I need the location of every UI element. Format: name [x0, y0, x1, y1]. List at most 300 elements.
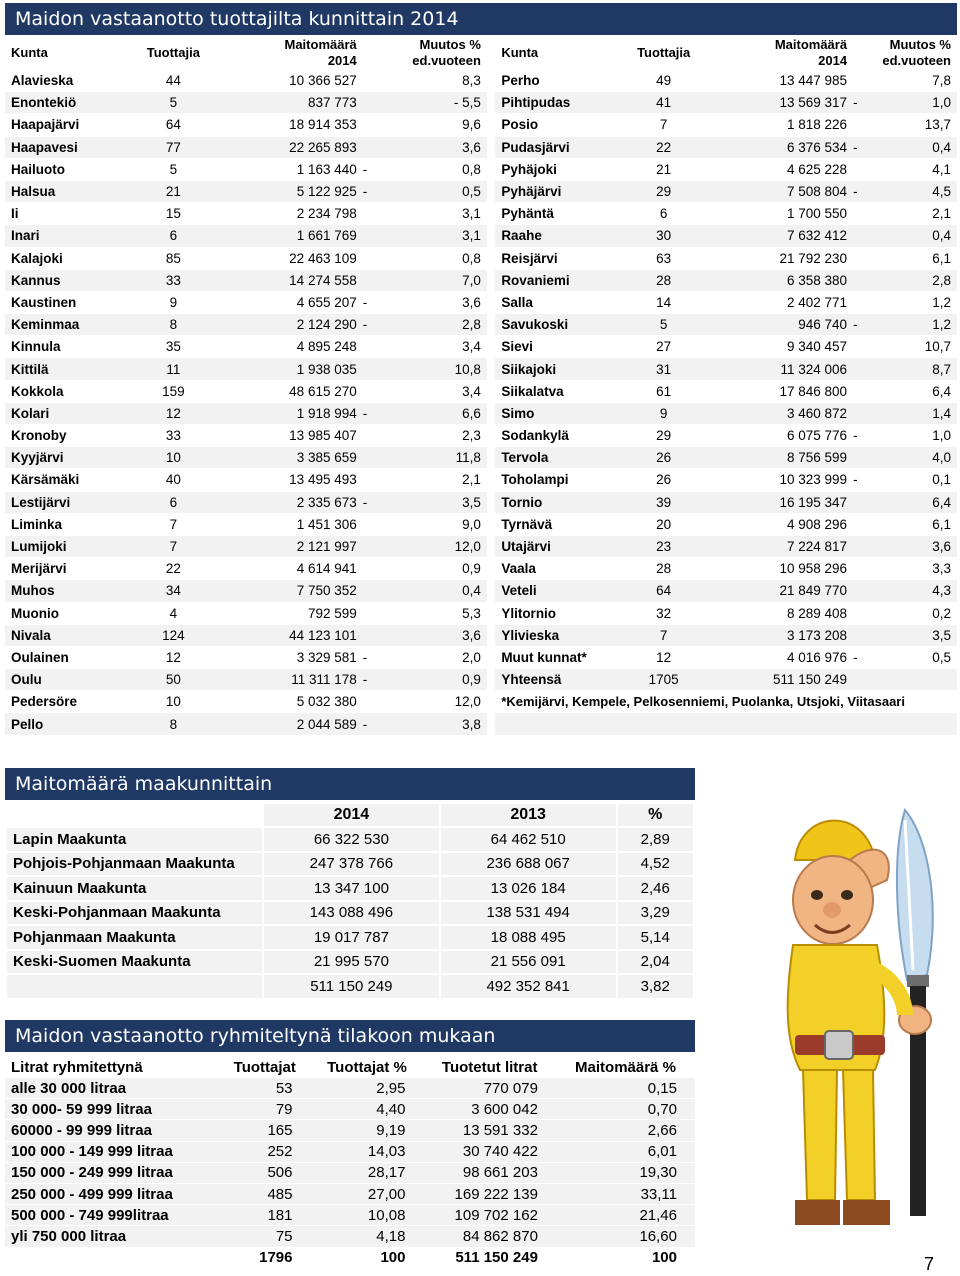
table-row [5, 181, 957, 203]
left-leg [803, 1070, 837, 1200]
milk-volume: 14 274 558 [215, 270, 362, 292]
change-percent: 6,4 [872, 381, 957, 403]
milk-volume: 4 655 207 [215, 292, 362, 314]
change-percent: 6,1 [872, 248, 957, 270]
milk-volume: 7 224 817 [706, 536, 853, 558]
producer-count: 9 [131, 292, 215, 314]
milk-volume: 22 463 109 [215, 248, 362, 270]
change-sign [853, 580, 872, 602]
municipality-name: Haapajärvi [5, 114, 131, 136]
region-header: 2013 [441, 804, 616, 826]
region-header: 2014 [264, 804, 439, 826]
producer-count: 7 [131, 514, 215, 536]
milk-volume: 7 750 352 [215, 580, 362, 602]
milk-volume: 511 150 249 [706, 669, 853, 691]
region-value: 247 378 766 [264, 853, 439, 876]
milk-volume: 4 895 248 [215, 336, 362, 358]
change-sign: - [853, 137, 872, 159]
region-value: 19 017 787 [264, 926, 439, 949]
change-percent: 3,1 [382, 203, 487, 225]
producer-count: 14 [622, 292, 706, 314]
group-value: 84 862 870 [423, 1226, 555, 1246]
change-sign [363, 558, 382, 580]
municipality-name: Kittilä [5, 358, 131, 380]
producer-count: 22 [622, 137, 706, 159]
group-row [5, 1142, 695, 1162]
municipality-name: Liminka [5, 514, 131, 536]
change-percent: 3,6 [382, 625, 487, 647]
region-row [7, 926, 693, 949]
change-sign [853, 203, 872, 225]
milk-volume: 17 846 800 [706, 381, 853, 403]
producer-count: 12 [131, 647, 215, 669]
milk-volume: 16 195 347 [706, 492, 853, 514]
producer-count: 5 [131, 92, 215, 114]
municipality-name: Ii [5, 203, 131, 225]
change-percent: - 5,5 [382, 92, 487, 114]
column-separator [487, 691, 495, 713]
header-muutos-right: Muutos % ed.vuoteen [882, 37, 951, 68]
change-percent: 12,0 [382, 536, 487, 558]
change-sign: - [853, 314, 872, 336]
region-name: Lapin Maakunta [7, 828, 262, 851]
change-percent: 3,4 [382, 336, 487, 358]
title-groups: Maidon vastaanotto ryhmiteltynä tilakoon mukaan [5, 1020, 695, 1052]
table-row [5, 270, 957, 292]
milk-volume: 3 173 208 [706, 625, 853, 647]
change-sign: - [363, 159, 382, 181]
header-muutos: Muutos % ed.vuoteen [412, 37, 481, 68]
table-row [5, 469, 957, 491]
region-header-row [7, 804, 693, 826]
change-percent: 0,2 [872, 603, 957, 625]
change-sign [363, 691, 382, 713]
producer-count: 5 [131, 159, 215, 181]
municipality-table [5, 36, 957, 736]
municipality-name: Nivala [5, 625, 131, 647]
change-percent: 1,0 [872, 425, 957, 447]
producer-count: 28 [622, 558, 706, 580]
mascot-illustration [755, 800, 955, 1240]
region-value: 64 462 510 [441, 828, 616, 851]
column-separator [487, 181, 495, 203]
change-sign [363, 447, 382, 469]
producer-count: 30 [622, 225, 706, 247]
milk-volume: 7 632 412 [706, 225, 853, 247]
table-row [5, 647, 957, 669]
header-maitomaara: Maitomäärä 2014 [284, 37, 357, 68]
change-percent: 0,4 [382, 580, 487, 602]
producer-count: 29 [622, 425, 706, 447]
group-row [5, 1226, 695, 1246]
change-sign: - [363, 669, 382, 691]
change-sign [363, 425, 382, 447]
change-percent: 0,8 [382, 248, 487, 270]
producer-count: 7 [622, 114, 706, 136]
milk-volume: 44 123 101 [215, 625, 362, 647]
group-value: 4,40 [311, 1099, 424, 1119]
municipality-name: Reisjärvi [495, 248, 621, 270]
producer-count: 23 [622, 536, 706, 558]
change-sign [853, 358, 872, 380]
producer-count: 49 [622, 70, 706, 92]
producer-count: 63 [622, 248, 706, 270]
municipality-name: Halsua [5, 181, 131, 203]
change-percent: 2,1 [872, 203, 957, 225]
change-percent: 3,3 [872, 558, 957, 580]
group-label: yli 750 000 litraa [5, 1226, 219, 1246]
group-label: 500 000 - 749 999litraa [5, 1205, 219, 1225]
producer-count: 34 [131, 580, 215, 602]
right-leg [843, 1070, 875, 1200]
change-percent: 0,9 [382, 558, 487, 580]
milk-volume: 13 495 493 [215, 469, 362, 491]
change-sign [853, 270, 872, 292]
milk-volume: 6 075 776 [706, 425, 853, 447]
change-sign [363, 625, 382, 647]
table-row [5, 314, 957, 336]
left-boot [795, 1200, 840, 1225]
table-row [5, 70, 957, 92]
milk-volume: 13 985 407 [215, 425, 362, 447]
producer-count: 39 [622, 492, 706, 514]
change-percent: 3,6 [382, 137, 487, 159]
change-percent: 3,5 [382, 492, 487, 514]
group-value: 181 [219, 1205, 310, 1225]
column-separator [487, 469, 495, 491]
title-regions: Maitomäärä maakunnittain [5, 768, 695, 800]
municipality-name: Kalajoki [5, 248, 131, 270]
milk-volume: 2 124 290 [215, 314, 362, 336]
milk-volume: 2 335 673 [215, 492, 362, 514]
change-percent: 0,5 [382, 181, 487, 203]
producer-count: 33 [131, 270, 215, 292]
milk-volume: 1 661 769 [215, 225, 362, 247]
group-label: 100 000 - 149 999 litraa [5, 1142, 219, 1162]
column-separator [487, 514, 495, 536]
group-row [5, 1205, 695, 1225]
producer-count: 32 [622, 603, 706, 625]
change-sign [363, 114, 382, 136]
municipality-name: Ylitornio [495, 603, 621, 625]
region-row [7, 902, 693, 925]
municipality-name: Inari [5, 225, 131, 247]
producer-count: 1705 [622, 669, 706, 691]
change-sign: - [853, 425, 872, 447]
municipality-name: Pyhäjoki [495, 159, 621, 181]
municipality-name: Kinnula [5, 336, 131, 358]
group-value: 2,66 [556, 1120, 695, 1140]
producer-count: 33 [131, 425, 215, 447]
group-value: 252 [219, 1142, 310, 1162]
milk-volume: 18 914 353 [215, 114, 362, 136]
municipality-name: Toholampi [495, 469, 621, 491]
municipality-name: Pello [5, 713, 131, 735]
municipality-name: Veteli [495, 580, 621, 602]
group-total-value: 511 150 249 [423, 1248, 555, 1268]
milk-volume: 3 385 659 [215, 447, 362, 469]
milk-volume: 5 032 380 [215, 691, 362, 713]
producer-count: 61 [622, 381, 706, 403]
column-separator [487, 669, 495, 691]
change-percent: 6,6 [382, 403, 487, 425]
change-sign: - [363, 647, 382, 669]
milk-volume: 4 016 976 [706, 647, 853, 669]
producer-count: 22 [131, 558, 215, 580]
municipality-name: Haapavesi [5, 137, 131, 159]
milk-volume: 6 358 380 [706, 270, 853, 292]
change-percent: 8,3 [382, 70, 487, 92]
change-sign: - [363, 713, 382, 735]
column-separator [487, 270, 495, 292]
municipality-name: Hailuoto [5, 159, 131, 181]
table-row [5, 403, 957, 425]
producer-count: 5 [622, 314, 706, 336]
change-percent: 2,0 [382, 647, 487, 669]
change-percent: 0,4 [872, 225, 957, 247]
municipality-name: Kannus [5, 270, 131, 292]
municipality-name: Kaustinen [5, 292, 131, 314]
right-eye [841, 890, 853, 900]
municipality-name: Muonio [5, 603, 131, 625]
change-sign [853, 225, 872, 247]
region-name: Keski-Suomen Maakunta [7, 951, 262, 974]
change-sign [363, 469, 382, 491]
change-sign [853, 248, 872, 270]
milk-volume: 3 460 872 [706, 403, 853, 425]
region-value: 2,04 [618, 951, 693, 974]
spear-collar [907, 975, 929, 987]
change-sign: - [363, 292, 382, 314]
producer-count: 77 [131, 137, 215, 159]
change-sign [363, 137, 382, 159]
group-value: 14,03 [311, 1142, 424, 1162]
region-name: Pohjanmaan Maakunta [7, 926, 262, 949]
municipality-name: Sievi [495, 336, 621, 358]
municipality-name: Merijärvi [5, 558, 131, 580]
group-header: Tuottajat % [327, 1058, 407, 1076]
municipality-name: Savukoski [495, 314, 621, 336]
milk-volume: 2 044 589 [215, 713, 362, 735]
column-separator [487, 558, 495, 580]
region-name [7, 975, 262, 998]
change-sign [853, 558, 872, 580]
group-value: 53 [219, 1078, 310, 1098]
producer-count: 15 [131, 203, 215, 225]
change-sign [853, 70, 872, 92]
table-row [5, 492, 957, 514]
milk-volume: 1 918 994 [215, 403, 362, 425]
table-row [5, 558, 957, 580]
municipality-name: Muhos [5, 580, 131, 602]
producer-count: 28 [622, 270, 706, 292]
table-row [5, 514, 957, 536]
milk-volume: 2 234 798 [215, 203, 362, 225]
group-total-value [5, 1248, 219, 1268]
group-value: 27,00 [311, 1184, 424, 1204]
group-total-value: 100 [556, 1248, 695, 1268]
producer-count: 9 [622, 403, 706, 425]
group-header-row [5, 1057, 695, 1077]
municipality-name: Rovaniemi [495, 270, 621, 292]
group-value: 28,17 [311, 1163, 424, 1183]
group-header: Tuottajat [233, 1058, 296, 1076]
region-value: 143 088 496 [264, 902, 439, 925]
milk-volume: 837 773 [215, 92, 362, 114]
region-value: 18 088 495 [441, 926, 616, 949]
table-row [5, 203, 957, 225]
group-value: 6,01 [556, 1142, 695, 1162]
table-row [5, 536, 957, 558]
group-label: alle 30 000 litraa [5, 1078, 219, 1098]
table-row [5, 248, 957, 270]
change-percent: 0,4 [872, 137, 957, 159]
region-row [7, 951, 693, 974]
region-name: Kainuun Maakunta [7, 877, 262, 900]
column-separator [487, 625, 495, 647]
region-name: Pohjois-Pohjanmaan Maakunta [7, 853, 262, 876]
region-value: 66 322 530 [264, 828, 439, 851]
milk-volume: 792 599 [215, 603, 362, 625]
region-value: 3,29 [618, 902, 693, 925]
municipality-name: Salla [495, 292, 621, 314]
change-percent [872, 669, 957, 691]
group-row [5, 1099, 695, 1119]
municipality-name: Oulu [5, 669, 131, 691]
group-header: Tuotetut litrat [441, 1058, 538, 1076]
change-percent: 2,8 [872, 270, 957, 292]
group-row [5, 1163, 695, 1183]
belt-buckle [825, 1031, 853, 1059]
change-percent: 7,8 [872, 70, 957, 92]
group-label: 250 000 - 499 999 litraa [5, 1184, 219, 1204]
column-separator [487, 713, 495, 735]
producer-count: 29 [622, 181, 706, 203]
producer-count: 50 [131, 669, 215, 691]
change-percent: 1,0 [872, 92, 957, 114]
change-sign [853, 492, 872, 514]
municipality-name: Ylivieska [495, 625, 621, 647]
change-sign [363, 358, 382, 380]
column-separator [487, 358, 495, 380]
municipality-name: Keminmaa [5, 314, 131, 336]
milk-volume: 22 265 893 [215, 137, 362, 159]
region-row [7, 853, 693, 876]
milk-volume: 11 311 178 [215, 669, 362, 691]
group-value: 98 661 203 [423, 1163, 555, 1183]
title-municipalities: Maidon vastaanotto tuottajilta kunnittain 2014 [5, 3, 957, 35]
column-separator [487, 536, 495, 558]
column-separator [487, 447, 495, 469]
change-sign: - [363, 403, 382, 425]
change-sign: - [853, 181, 872, 203]
group-value: 485 [219, 1184, 310, 1204]
milk-volume: 2 121 997 [215, 536, 362, 558]
municipality-name: Muut kunnat* [495, 647, 621, 669]
column-separator [487, 159, 495, 181]
change-sign [853, 669, 872, 691]
column-separator [487, 336, 495, 358]
change-percent: 1,4 [872, 403, 957, 425]
change-sign: - [363, 492, 382, 514]
producer-count: 44 [131, 70, 215, 92]
change-sign [363, 225, 382, 247]
change-sign [363, 603, 382, 625]
table-row [5, 580, 957, 602]
producer-count: 6 [622, 203, 706, 225]
change-percent: 0,1 [872, 469, 957, 491]
table-row [5, 92, 957, 114]
empty-cell [495, 713, 621, 735]
producer-count: 11 [131, 358, 215, 380]
group-value: 33,11 [556, 1184, 695, 1204]
table-row [5, 159, 957, 181]
region-value: 492 352 841 [441, 975, 616, 998]
region-value: 138 531 494 [441, 902, 616, 925]
group-row [5, 1120, 695, 1140]
column-separator [487, 114, 495, 136]
group-value: 79 [219, 1099, 310, 1119]
producer-count: 64 [131, 114, 215, 136]
column-separator [487, 403, 495, 425]
municipality-name: Posio [495, 114, 621, 136]
region-row [7, 828, 693, 851]
municipality-name: Oulainen [5, 647, 131, 669]
table-row [5, 292, 957, 314]
change-sign [363, 336, 382, 358]
municipality-name: Kokkola [5, 381, 131, 403]
region-header: % [618, 804, 693, 826]
change-sign [363, 270, 382, 292]
producer-count: 6 [131, 225, 215, 247]
nose [823, 902, 841, 918]
change-sign: - [853, 92, 872, 114]
change-percent: 2,3 [382, 425, 487, 447]
region-value: 13 026 184 [441, 877, 616, 900]
group-value: 10,08 [311, 1205, 424, 1225]
municipality-name: Tervola [495, 447, 621, 469]
milk-volume: 10 366 527 [215, 70, 362, 92]
change-sign [363, 203, 382, 225]
municipality-name: Siikajoki [495, 358, 621, 380]
municipality-name: Pyhäjärvi [495, 181, 621, 203]
region-row [7, 877, 693, 900]
producer-count: 26 [622, 469, 706, 491]
municipality-name: Enontekiö [5, 92, 131, 114]
group-value: 4,18 [311, 1226, 424, 1246]
column-separator [487, 314, 495, 336]
group-total-row [5, 1248, 695, 1268]
producer-count: 7 [622, 625, 706, 647]
producer-count: 4 [131, 603, 215, 625]
producer-count: 10 [131, 691, 215, 713]
change-sign [853, 403, 872, 425]
column-separator [487, 70, 495, 92]
producer-count: 85 [131, 248, 215, 270]
table-row [5, 114, 957, 136]
header-maitomaara-right: Maitomäärä 2014 [774, 37, 848, 68]
group-value: 21,46 [556, 1205, 695, 1225]
change-sign [853, 625, 872, 647]
region-name: Keski-Pohjanmaan Maakunta [7, 902, 262, 925]
region-value: 5,14 [618, 926, 693, 949]
milk-volume: 5 122 925 [215, 181, 362, 203]
municipality-name: Kronoby [5, 425, 131, 447]
change-percent: 3,8 [382, 713, 487, 735]
milk-volume: 9 340 457 [706, 336, 853, 358]
municipality-name: Kolari [5, 403, 131, 425]
change-percent: 4,5 [872, 181, 957, 203]
